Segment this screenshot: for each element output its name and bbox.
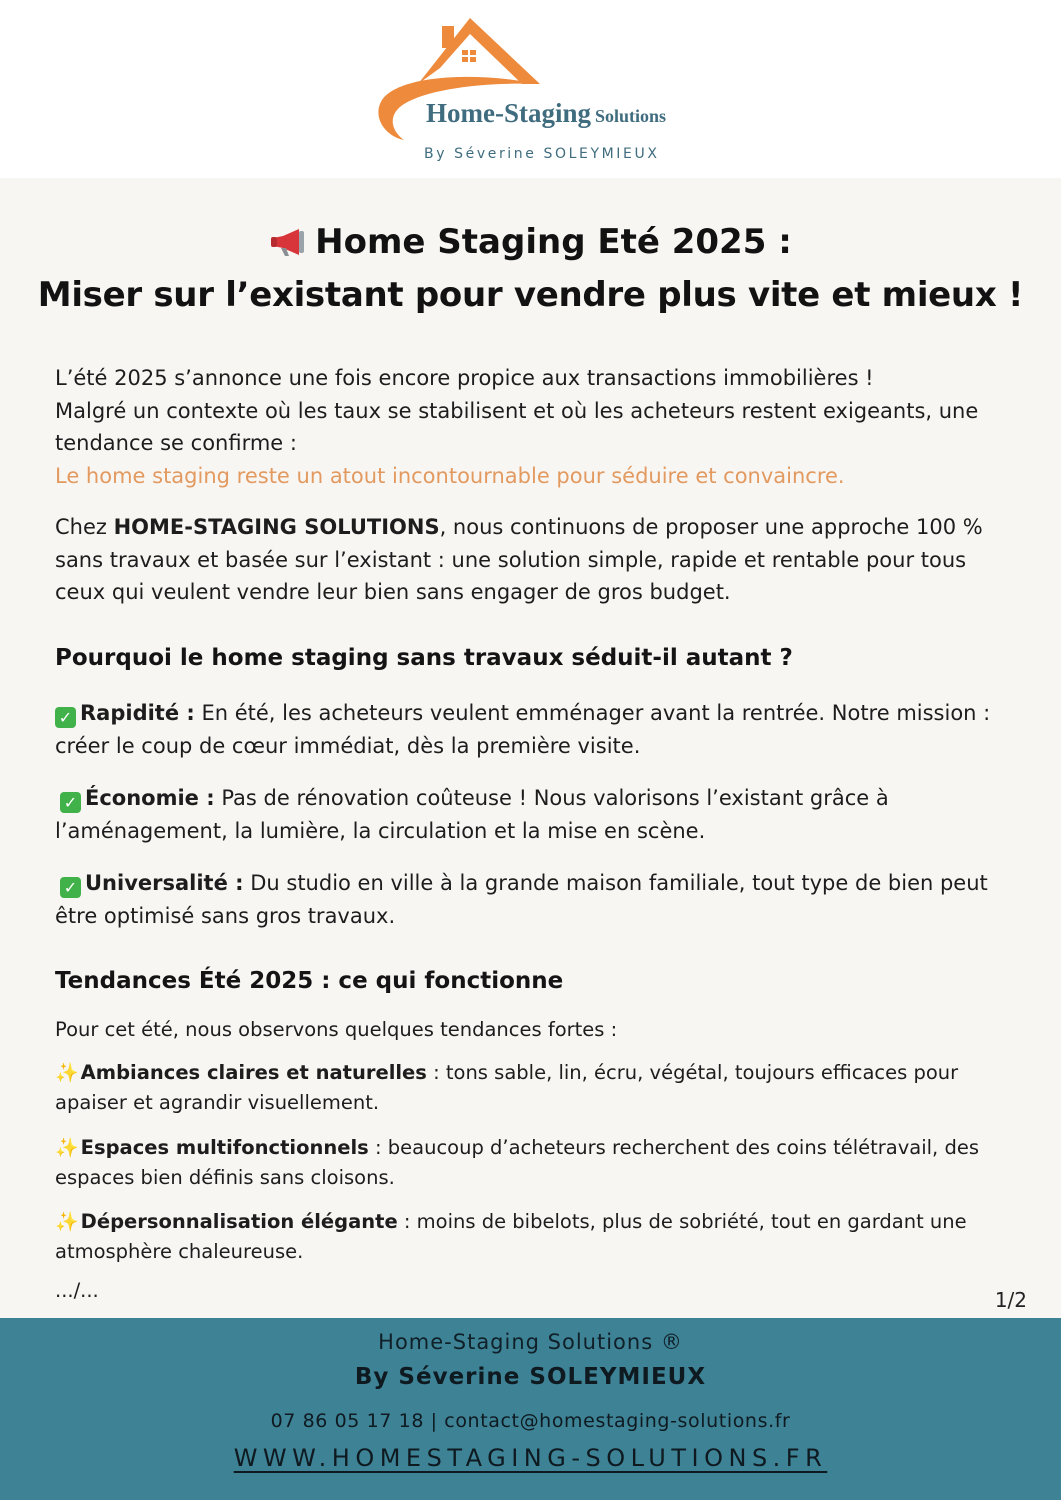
check-mark-icon: ✓ — [60, 877, 81, 898]
page-number: 1/2 — [994, 1288, 1027, 1312]
benefit-label: Universalité : — [85, 871, 244, 895]
trend-item — [55, 1207, 1005, 1267]
trend-label: Dépersonnalisation élégante — [80, 1210, 398, 1233]
sparkles-icon: ✨ — [55, 1211, 79, 1233]
benefit-item — [55, 782, 1015, 847]
benefit-label: Économie : — [85, 786, 215, 810]
footer-brand: Home-Staging Solutions ® — [378, 1330, 683, 1354]
footer-author: By Séverine SOLEYMIEUX — [354, 1364, 707, 1390]
trend-label: Ambiances claires et naturelles — [80, 1061, 427, 1084]
company-name: HOME-STAGING SOLUTIONS — [113, 515, 440, 539]
chez-prefix: Chez — [55, 515, 114, 539]
footer — [0, 1318, 1061, 1500]
benefit-item — [55, 697, 1015, 762]
intro-paragraph — [55, 362, 1015, 492]
intro-line2: Malgré un contexte où les taux se stabilisent et où les acheteurs restent exigeants, une tendance se confirme : — [55, 398, 979, 455]
title-text-line1: Home Staging Eté 2025 : — [315, 222, 792, 262]
trend-text: : tons sable, lin, écru, végétal, toujours efficaces pour apaiser et agrandir visuellement. — [55, 1061, 959, 1114]
megaphone-icon — [269, 227, 307, 257]
footer-website-link[interactable] — [0, 1444, 1061, 1472]
section-heading-trends: Tendances Été 2025 : ce qui fonctionne — [55, 968, 564, 994]
section-heading-why: Pourquoi le home staging sans travaux séduit-il autant ? — [55, 645, 793, 671]
continuation-marker: .../... — [55, 1279, 99, 1302]
footer-contact[interactable]: 07 86 05 17 18 | contact@homestaging-solutions.fr — [270, 1410, 791, 1432]
trend-label: Espaces multifonctionnels — [80, 1136, 369, 1159]
logo-byline: By Séverine SOLEYMIEUX — [424, 146, 660, 162]
intro-line1: L’été 2025 s’annonce une fois encore propice aux transactions immobilières ! — [55, 366, 874, 390]
chez-text: , nous continuons de proposer une approche 100 % sans travaux et basée sur l’existant : une solution simple, rapide et rentable pour tous ceux qui veulent vendre leur bien sans engager de gros budget. — [55, 515, 983, 604]
logo-wordmark: Home-Staging Solutions — [426, 98, 667, 128]
trend-text: : moins de bibelots, plus de sobriété, tout en gardant une atmosphère chaleureuse. — [55, 1210, 967, 1263]
page-title-line1 — [0, 222, 1061, 262]
header — [0, 0, 1061, 178]
trends-intro: Pour cet été, nous observons quelques tendances fortes : — [55, 1018, 618, 1041]
benefit-label: Rapidité : — [80, 701, 195, 725]
website-link-text[interactable]: WWW.HOMESTAGING-SOLUTIONS.FR — [233, 1444, 828, 1472]
check-mark-icon: ✓ — [55, 707, 76, 728]
company-logo — [370, 8, 730, 173]
sparkles-icon: ✨ — [55, 1062, 79, 1084]
trend-item — [55, 1058, 1005, 1118]
intro-highlight: Le home staging reste un atout incontournable pour séduire et convaincre. — [55, 463, 845, 488]
main-content — [0, 178, 1061, 1318]
trend-text: : beaucoup d’acheteurs recherchent des coins télétravail, des espaces bien définis sans cloisons. — [55, 1136, 979, 1189]
benefit-item — [55, 867, 1015, 932]
sparkles-icon: ✨ — [55, 1137, 79, 1159]
benefit-text: Du studio en ville à la grande maison familiale, tout type de bien peut être optimisé sans gros travaux. — [55, 871, 988, 928]
page-title-line2: Miser sur l’existant pour vendre plus vite et mieux ! — [37, 275, 1024, 315]
chez-paragraph — [55, 511, 1015, 609]
trend-item — [55, 1133, 1005, 1193]
benefit-text: En été, les acheteurs veulent emménager avant la rentrée. Notre mission : créer le coup de cœur immédiat, dès la première visite. — [55, 701, 991, 758]
check-mark-icon: ✓ — [60, 792, 81, 813]
benefit-text: Pas de rénovation coûteuse ! Nous valorisons l’existant grâce à l’aménagement, la lumière, la circulation et la mise en scène. — [55, 786, 889, 843]
